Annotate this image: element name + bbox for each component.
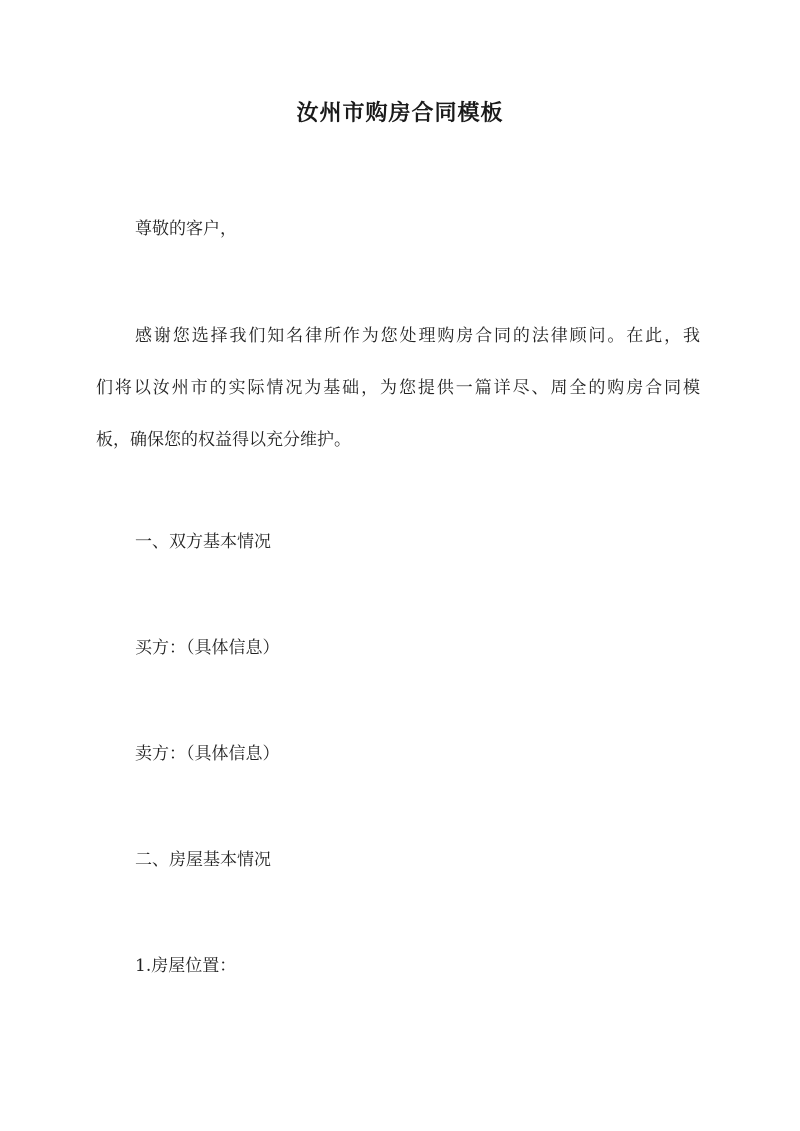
intro-line-1: 感谢您选择我们知名律所作为您处理购房合同的法律顾问。在此，我 (135, 326, 700, 346)
buyer-line: 买方：（具体信息） (135, 638, 280, 658)
intro-line-2: 们将以汝州市的实际情况为基础，为您提供一篇详尽、周全的购房合同模 (96, 378, 700, 398)
seller-line: 卖方：（具体信息） (135, 744, 280, 764)
document-title: 汝州市购房合同模板 (296, 100, 504, 126)
house-location-item: 1.房屋位置： (135, 956, 237, 976)
section-1-heading: 一、双方基本情况 (135, 532, 271, 552)
section-2-heading: 二、房屋基本情况 (135, 850, 271, 870)
salutation: 尊敬的客户， (135, 219, 237, 239)
intro-line-3: 板，确保您的权益得以充分维护。 (96, 430, 351, 450)
